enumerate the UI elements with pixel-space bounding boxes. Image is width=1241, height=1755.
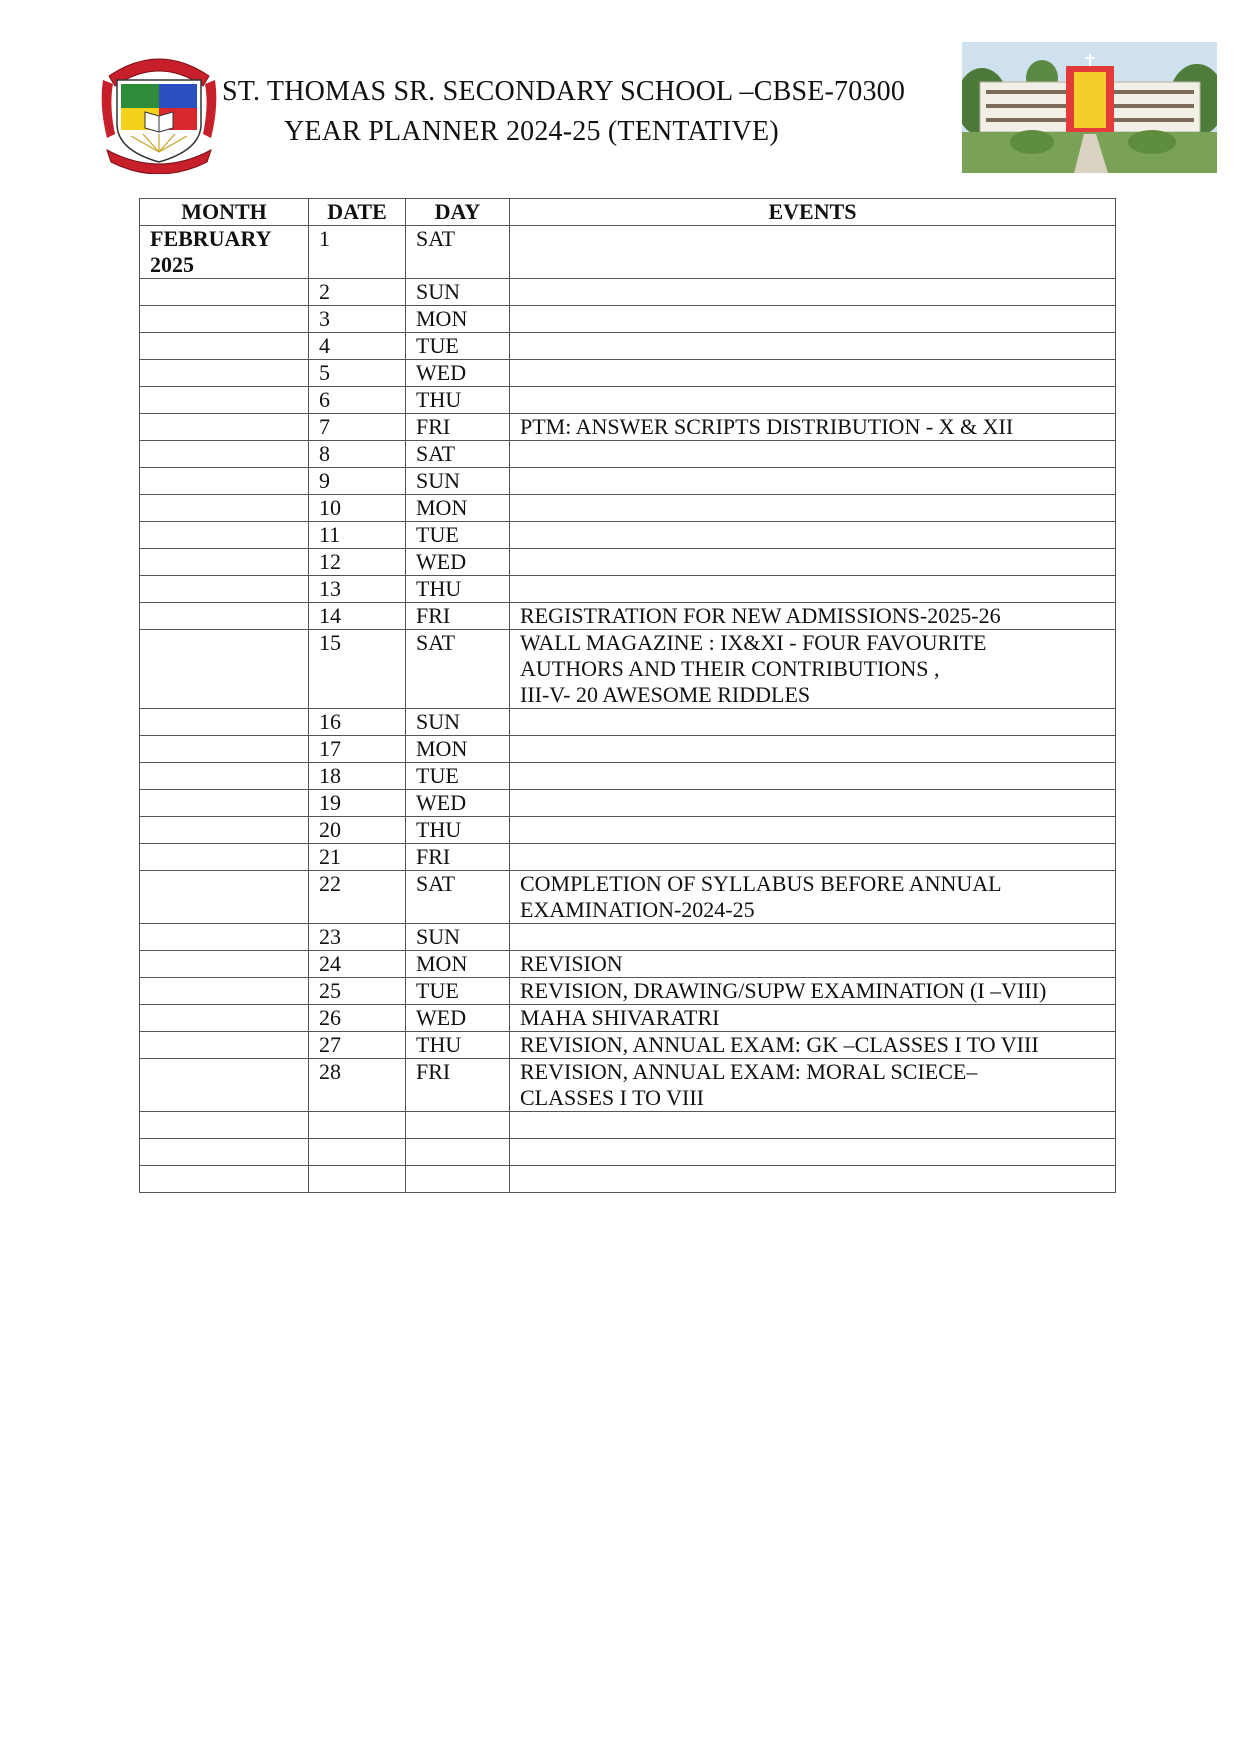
event-cell bbox=[510, 495, 1116, 522]
event-cell bbox=[510, 1112, 1116, 1139]
event-cell: MAHA SHIVARATRI bbox=[510, 1005, 1116, 1032]
day-cell: MON bbox=[406, 495, 510, 522]
day-cell: TUE bbox=[406, 763, 510, 790]
event-cell bbox=[510, 279, 1116, 306]
table-row bbox=[140, 360, 1116, 387]
event-cell bbox=[510, 790, 1116, 817]
table-row bbox=[140, 1005, 1116, 1032]
date-cell: 2 bbox=[309, 279, 406, 306]
month-cell bbox=[140, 333, 309, 360]
table-row bbox=[140, 1059, 1116, 1112]
event-cell bbox=[510, 736, 1116, 763]
event-cell bbox=[510, 844, 1116, 871]
date-cell: 25 bbox=[309, 978, 406, 1005]
event-cell bbox=[510, 360, 1116, 387]
table-row bbox=[140, 441, 1116, 468]
day-cell: WED bbox=[406, 1005, 510, 1032]
day-cell: SUN bbox=[406, 468, 510, 495]
event-cell: REGISTRATION FOR NEW ADMISSIONS-2025-26 bbox=[510, 603, 1116, 630]
month-cell bbox=[140, 414, 309, 441]
day-cell: SAT bbox=[406, 441, 510, 468]
month-cell bbox=[140, 576, 309, 603]
day-cell: WED bbox=[406, 360, 510, 387]
month-cell bbox=[140, 468, 309, 495]
date-cell: 15 bbox=[309, 630, 406, 709]
date-cell: 27 bbox=[309, 1032, 406, 1059]
table-row bbox=[140, 414, 1116, 441]
table-row bbox=[140, 603, 1116, 630]
day-cell: SAT bbox=[406, 226, 510, 279]
month-cell bbox=[140, 817, 309, 844]
table-row bbox=[140, 522, 1116, 549]
month-cell bbox=[140, 549, 309, 576]
table-row bbox=[140, 549, 1116, 576]
table-row bbox=[140, 1112, 1116, 1139]
table-row bbox=[140, 333, 1116, 360]
table-row bbox=[140, 387, 1116, 414]
year-planner-table bbox=[139, 198, 1116, 1193]
day-cell: THU bbox=[406, 1032, 510, 1059]
date-cell: 1 bbox=[309, 226, 406, 279]
day-cell: THU bbox=[406, 817, 510, 844]
event-cell bbox=[510, 576, 1116, 603]
month-cell bbox=[140, 522, 309, 549]
date-cell: 8 bbox=[309, 441, 406, 468]
date-cell: 28 bbox=[309, 1059, 406, 1112]
date-cell: 21 bbox=[309, 844, 406, 871]
month-cell bbox=[140, 978, 309, 1005]
month-cell bbox=[140, 790, 309, 817]
event-cell: COMPLETION OF SYLLABUS BEFORE ANNUAL EXAMINATION-2024-25 bbox=[510, 871, 1116, 924]
event-cell bbox=[510, 306, 1116, 333]
table-row bbox=[140, 978, 1116, 1005]
event-cell bbox=[510, 522, 1116, 549]
planner-body bbox=[140, 226, 1116, 1193]
table-row bbox=[140, 306, 1116, 333]
event-cell bbox=[510, 817, 1116, 844]
date-cell: 20 bbox=[309, 817, 406, 844]
event-cell bbox=[510, 924, 1116, 951]
month-cell bbox=[140, 1112, 309, 1139]
table-row bbox=[140, 736, 1116, 763]
event-cell bbox=[510, 387, 1116, 414]
day-cell bbox=[406, 1166, 510, 1193]
day-cell: SUN bbox=[406, 709, 510, 736]
table-row bbox=[140, 1166, 1116, 1193]
date-cell: 16 bbox=[309, 709, 406, 736]
event-cell bbox=[510, 1166, 1116, 1193]
month-cell: FEBRUARY 2025 bbox=[140, 226, 309, 279]
date-cell: 23 bbox=[309, 924, 406, 951]
event-cell bbox=[510, 709, 1116, 736]
table-row bbox=[140, 468, 1116, 495]
month-cell bbox=[140, 279, 309, 306]
month-cell bbox=[140, 763, 309, 790]
day-cell bbox=[406, 1112, 510, 1139]
date-cell: 24 bbox=[309, 951, 406, 978]
event-cell bbox=[510, 333, 1116, 360]
month-cell bbox=[140, 844, 309, 871]
month-cell bbox=[140, 387, 309, 414]
date-cell: 12 bbox=[309, 549, 406, 576]
month-cell bbox=[140, 1032, 309, 1059]
month-cell bbox=[140, 1139, 309, 1166]
table-row bbox=[140, 709, 1116, 736]
date-cell: 17 bbox=[309, 736, 406, 763]
date-cell bbox=[309, 1139, 406, 1166]
month-cell bbox=[140, 1005, 309, 1032]
month-cell bbox=[140, 951, 309, 978]
event-cell bbox=[510, 763, 1116, 790]
month-cell bbox=[140, 630, 309, 709]
date-cell: 6 bbox=[309, 387, 406, 414]
column-header-date: DATE bbox=[309, 199, 406, 226]
event-cell: REVISION bbox=[510, 951, 1116, 978]
date-cell: 9 bbox=[309, 468, 406, 495]
event-cell bbox=[510, 441, 1116, 468]
day-cell: SUN bbox=[406, 279, 510, 306]
month-cell bbox=[140, 603, 309, 630]
table-header-row bbox=[140, 199, 1116, 226]
month-cell bbox=[140, 1166, 309, 1193]
date-cell: 22 bbox=[309, 871, 406, 924]
column-header-month: MONTH bbox=[140, 199, 309, 226]
event-cell: WALL MAGAZINE : IX&XI - FOUR FAVOURITE AUTHORS AND THEIR CONTRIBUTIONS , III-V- 20 AWESOME RIDDLES bbox=[510, 630, 1116, 709]
document-title bbox=[222, 72, 942, 152]
table-row bbox=[140, 1032, 1116, 1059]
table-row bbox=[140, 279, 1116, 306]
planner-subtitle: YEAR PLANNER 2024-25 (TENTATIVE) bbox=[284, 116, 779, 147]
month-cell bbox=[140, 441, 309, 468]
date-cell bbox=[309, 1112, 406, 1139]
day-cell: MON bbox=[406, 736, 510, 763]
month-cell bbox=[140, 736, 309, 763]
table-row bbox=[140, 495, 1116, 522]
table-row bbox=[140, 790, 1116, 817]
table-row bbox=[140, 576, 1116, 603]
day-cell: MON bbox=[406, 306, 510, 333]
table-row bbox=[140, 1139, 1116, 1166]
table-row bbox=[140, 951, 1116, 978]
month-cell bbox=[140, 924, 309, 951]
month-cell bbox=[140, 1059, 309, 1112]
date-cell: 4 bbox=[309, 333, 406, 360]
date-cell bbox=[309, 1166, 406, 1193]
date-cell: 5 bbox=[309, 360, 406, 387]
day-cell: THU bbox=[406, 576, 510, 603]
school-logo-crest bbox=[97, 46, 221, 174]
day-cell: FRI bbox=[406, 1059, 510, 1112]
day-cell: FRI bbox=[406, 414, 510, 441]
day-cell: FRI bbox=[406, 844, 510, 871]
event-cell: REVISION, DRAWING/SUPW EXAMINATION (I –VIII) bbox=[510, 978, 1116, 1005]
month-cell bbox=[140, 306, 309, 333]
event-cell bbox=[510, 1139, 1116, 1166]
column-header-events: EVENTS bbox=[510, 199, 1116, 226]
column-header-day: DAY bbox=[406, 199, 510, 226]
day-cell: SUN bbox=[406, 924, 510, 951]
school-building-photo bbox=[962, 42, 1217, 173]
event-cell bbox=[510, 549, 1116, 576]
date-cell: 19 bbox=[309, 790, 406, 817]
date-cell: 26 bbox=[309, 1005, 406, 1032]
event-cell: REVISION, ANNUAL EXAM: GK –CLASSES I TO VIII bbox=[510, 1032, 1116, 1059]
day-cell: THU bbox=[406, 387, 510, 414]
event-cell bbox=[510, 226, 1116, 279]
event-cell: REVISION, ANNUAL EXAM: MORAL SCIECE– CLASSES I TO VIII bbox=[510, 1059, 1116, 1112]
day-cell: WED bbox=[406, 790, 510, 817]
day-cell: SAT bbox=[406, 630, 510, 709]
day-cell: FRI bbox=[406, 603, 510, 630]
table-row bbox=[140, 630, 1116, 709]
event-cell bbox=[510, 468, 1116, 495]
day-cell: TUE bbox=[406, 333, 510, 360]
table-row bbox=[140, 817, 1116, 844]
month-cell bbox=[140, 871, 309, 924]
table-row bbox=[140, 226, 1116, 279]
date-cell: 13 bbox=[309, 576, 406, 603]
date-cell: 10 bbox=[309, 495, 406, 522]
date-cell: 18 bbox=[309, 763, 406, 790]
day-cell: MON bbox=[406, 951, 510, 978]
day-cell: SAT bbox=[406, 871, 510, 924]
date-cell: 7 bbox=[309, 414, 406, 441]
date-cell: 11 bbox=[309, 522, 406, 549]
table-row bbox=[140, 871, 1116, 924]
event-cell: PTM: ANSWER SCRIPTS DISTRIBUTION - X & XII bbox=[510, 414, 1116, 441]
table-row bbox=[140, 924, 1116, 951]
table-row bbox=[140, 763, 1116, 790]
month-cell bbox=[140, 495, 309, 522]
month-cell bbox=[140, 360, 309, 387]
date-cell: 3 bbox=[309, 306, 406, 333]
day-cell: TUE bbox=[406, 522, 510, 549]
month-cell bbox=[140, 709, 309, 736]
day-cell: WED bbox=[406, 549, 510, 576]
date-cell: 14 bbox=[309, 603, 406, 630]
school-name-heading: ST. THOMAS SR. SECONDARY SCHOOL –CBSE-70300 bbox=[222, 76, 906, 107]
table-row bbox=[140, 844, 1116, 871]
day-cell: TUE bbox=[406, 978, 510, 1005]
day-cell bbox=[406, 1139, 510, 1166]
